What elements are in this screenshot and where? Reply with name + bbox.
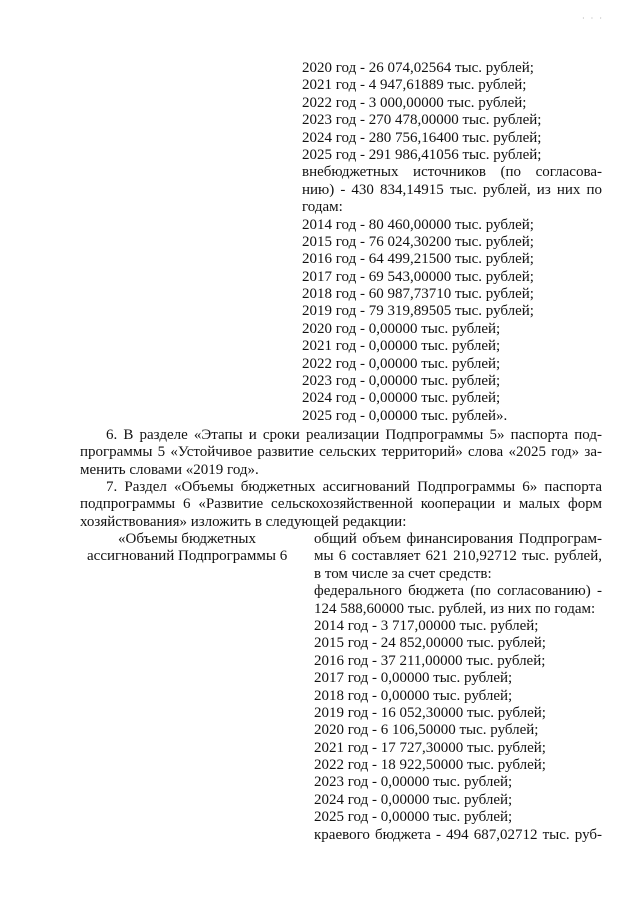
offbudget-year-line: 2017 год - 69 543,00000 тыс. рублей; <box>302 268 534 285</box>
funding-years-continued <box>302 60 602 425</box>
offbudget-year-line: 2022 год - 0,00000 тыс. рублей; <box>302 355 501 372</box>
year-line: 2024 год - 280 756,16400 тыс. рублей; <box>302 129 542 146</box>
federal-year-line: 2022 год - 18 922,50000 тыс. рублей; <box>314 757 546 774</box>
federal-year-line: 2019 год - 16 052,30000 тыс. рублей; <box>314 704 546 721</box>
federal-year-line: 2024 год - 0,00000 тыс. рублей; <box>314 791 513 808</box>
year-line: 2022 год - 3 000,00000 тыс. рублей; <box>302 94 527 111</box>
federal-year-line: 2023 год - 0,00000 тыс. рублей; <box>314 774 513 791</box>
federal-year-line: 2020 год - 6 106,50000 тыс. рублей; <box>314 722 539 739</box>
year-line: 2021 год - 4 947,61889 тыс. рублей; <box>302 77 527 94</box>
offbudget-year-line: 2014 год - 80 460,00000 тыс. рублей; <box>302 216 534 233</box>
offbudget-year-line: 2020 год - 0,00000 тыс. рублей; <box>302 320 501 337</box>
intro-line: в том числе за счет средств: <box>314 565 492 582</box>
year-line: 2023 год - 270 478,00000 тыс. рублей; <box>302 112 542 129</box>
offbudget-year-line: 2015 год - 76 024,30200 тыс. рублей; <box>302 233 534 250</box>
subprogram-6-funding <box>314 531 602 844</box>
paragraph-6 <box>80 427 602 479</box>
regional-budget-line: краевого бюджета - 494 687,02712 тыс. руб- <box>314 826 602 843</box>
section-label-line: «Объемы бюджетных <box>117 531 257 547</box>
intro-line: мы 6 составляет 621 210,92712 тыс. рублей, <box>314 548 602 565</box>
year-line: 2020 год - 26 074,02564 тыс. рублей; <box>302 60 534 76</box>
offbudget-year-line: 2023 год - 0,00000 тыс. рублей; <box>302 373 501 390</box>
year-line: 2025 год - 291 986,41056 тыс. рублей; <box>302 146 542 163</box>
paragraph-7-line: хозяйствования» изложить в следующей редакции: <box>80 513 407 530</box>
section-label-line: ассигнований Подпрограммы 6 <box>87 548 288 565</box>
paragraph-6-line: менить словами «2019 год». <box>80 461 259 478</box>
federal-year-line: 2014 год - 3 717,00000 тыс. рублей; <box>314 617 539 634</box>
corner-scan-mark: · · · <box>582 14 604 23</box>
intro-line: федерального бюджета (по согласованию) - <box>314 583 602 600</box>
federal-year-line: 2025 год - 0,00000 тыс. рублей; <box>314 809 513 826</box>
offbudget-year-line: 2021 год - 0,00000 тыс. рублей; <box>302 338 501 355</box>
paragraph-7 <box>80 479 602 531</box>
offbudget-year-line: 2018 год - 60 987,73710 тыс. рублей; <box>302 286 534 303</box>
federal-year-line: 2018 год - 0,00000 тыс. рублей; <box>314 687 513 704</box>
paragraph-7-line: 7. Раздел «Объемы бюджетных ассигнований Подпрограммы 6» паспорта <box>106 479 602 495</box>
federal-year-line: 2016 год - 37 211,00000 тыс. рублей; <box>314 652 546 669</box>
offbudget-line: нию) - 430 834,14915 тыс. рублей, из них по <box>302 181 602 198</box>
paragraph-7-line: подпрограммы 6 «Развитие сельскохозяйственной кооперации и малых форм <box>80 496 602 513</box>
offbudget-line: внебюджетных источников (по согласова- <box>302 164 602 181</box>
offbudget-line: годам: <box>302 199 343 216</box>
intro-line: общий объем финансирования Подпрограм- <box>314 531 602 547</box>
federal-year-line: 2015 год - 24 852,00000 тыс. рублей; <box>314 635 546 652</box>
federal-year-line: 2017 год - 0,00000 тыс. рублей; <box>314 670 513 687</box>
intro-line: 124 588,60000 тыс. рублей, из них по годам: <box>314 600 596 617</box>
offbudget-year-line: 2019 год - 79 319,89505 тыс. рублей; <box>302 303 534 320</box>
offbudget-year-line: 2025 год - 0,00000 тыс. рублей». <box>302 407 508 424</box>
paragraph-6-line: 6. В разделе «Этапы и сроки реализации Подпрограммы 5» паспорта под- <box>106 427 602 443</box>
section-label <box>87 531 287 566</box>
federal-year-line: 2021 год - 17 727,30000 тыс. рублей; <box>314 739 546 756</box>
offbudget-year-line: 2016 год - 64 499,21500 тыс. рублей; <box>302 251 534 268</box>
offbudget-year-line: 2024 год - 0,00000 тыс. рублей; <box>302 390 501 407</box>
paragraph-6-line: программы 5 «Устойчивое развитие сельских территорий» слова «2025 год» за- <box>80 444 602 461</box>
